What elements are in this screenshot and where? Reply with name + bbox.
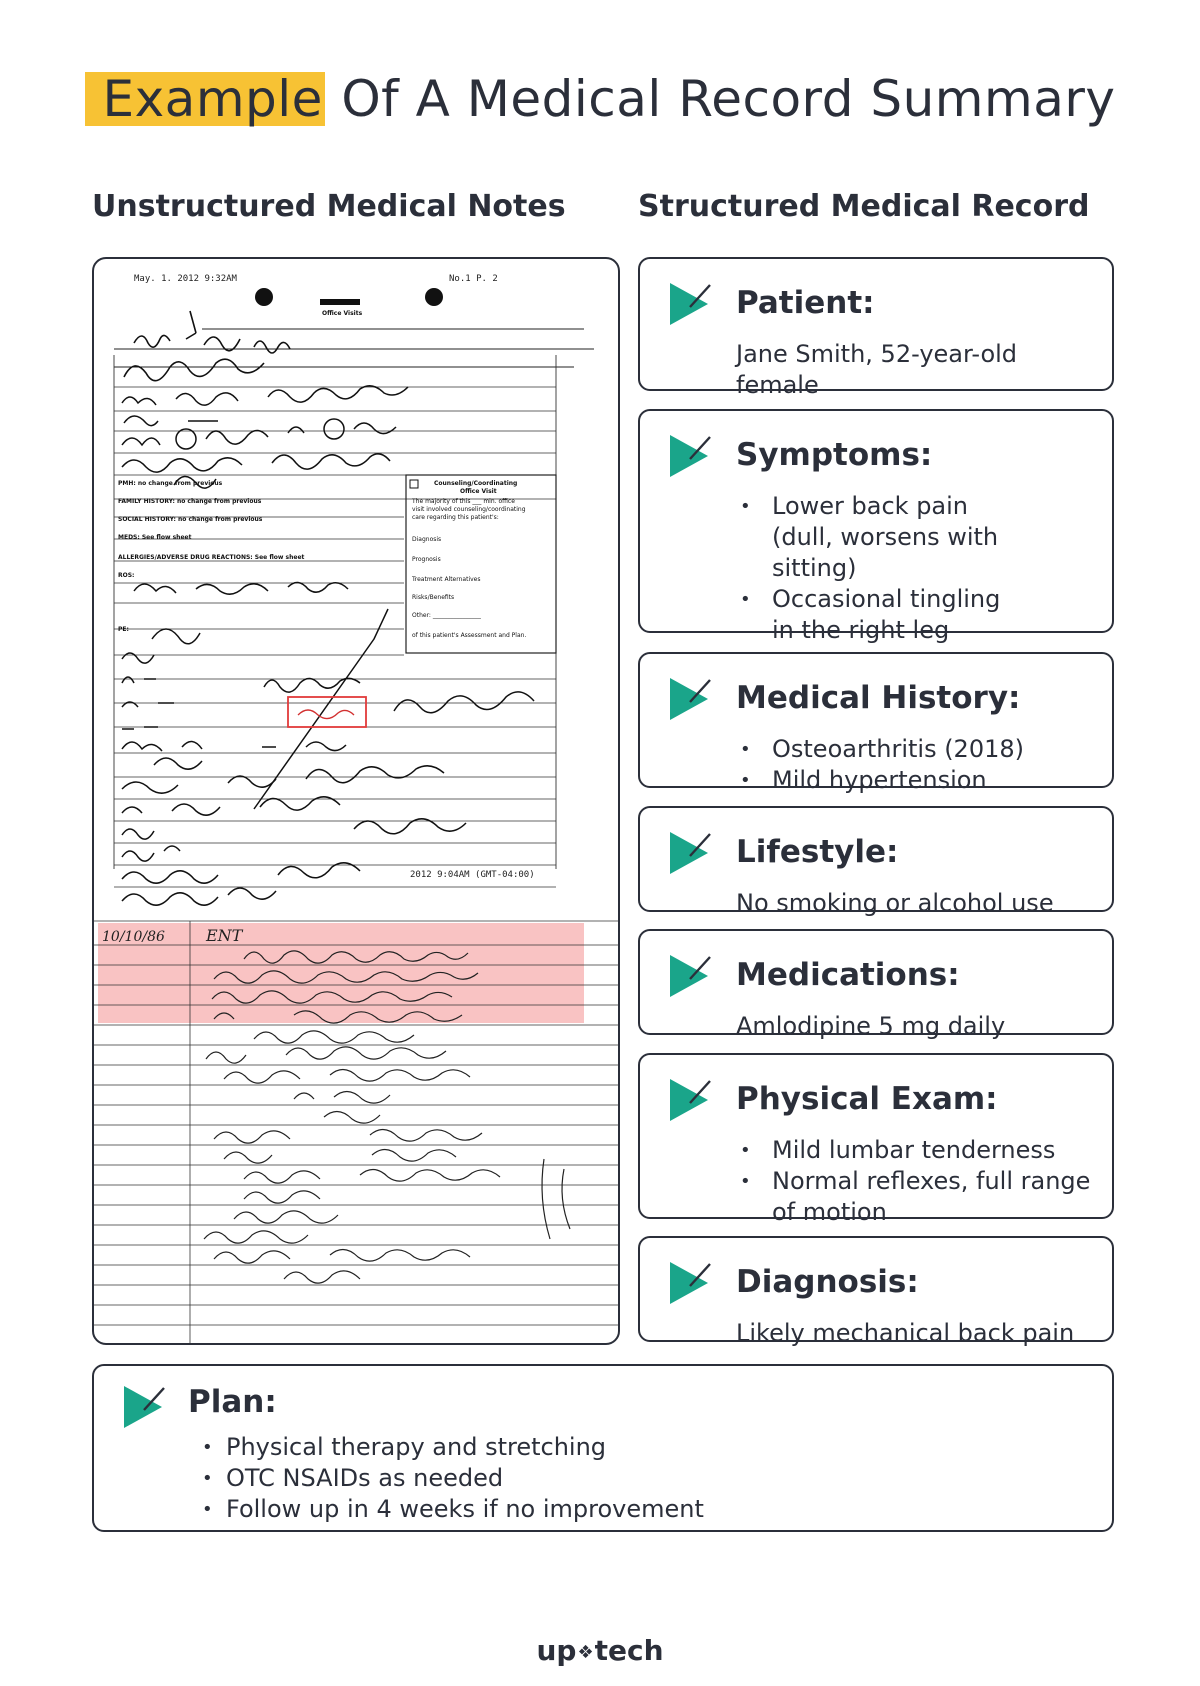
- check-mark-icon: [668, 676, 712, 722]
- scan-note-ent: ENT: [206, 926, 243, 945]
- check-mark-icon: [668, 1260, 712, 1306]
- handwritten-notes-scan: [94, 259, 620, 1345]
- check-mark-icon: [668, 830, 712, 876]
- svg-text:of this patient's Assessment a: of this patient's Assessment and Plan.: [412, 632, 527, 639]
- list-item: • Normal reflexes, full range of motion: [736, 1166, 1102, 1228]
- svg-text:MEDS: See flow sheet: MEDS: See flow sheet: [118, 534, 192, 541]
- check-mark-icon: [668, 281, 712, 327]
- svg-text:visit involved counseling/coor: visit involved counseling/coordinating: [412, 506, 526, 513]
- svg-text:FAMILY HISTORY: no change from: FAMILY HISTORY: no change from previous: [118, 498, 262, 505]
- svg-text:PE:: PE:: [118, 626, 129, 633]
- svg-text:PMH: no change from previous: PMH: no change from previous: [118, 480, 223, 487]
- scan-header-left: May. 1. 2012 9:32AM: [134, 274, 237, 284]
- svg-text:SOCIAL HISTORY: no change from: SOCIAL HISTORY: no change from previous: [118, 516, 263, 523]
- physical-exam-title: Physical Exam:: [736, 1081, 998, 1117]
- check-mark-icon: [122, 1384, 166, 1430]
- logo-mark-icon: ❖: [577, 1641, 594, 1663]
- list-item: • Lower back pain (dull, worsens with sitting): [736, 491, 1012, 584]
- list-item: • Occasional tingling in the right leg: [736, 584, 1012, 646]
- structured-heading: Structured Medical Record: [638, 189, 1090, 224]
- list-item: • Mild lumbar tenderness: [736, 1135, 1102, 1166]
- medical-history-title: Medical History:: [736, 680, 1021, 716]
- svg-text:ALLERGIES/ADVERSE DRUG REACTIO: ALLERGIES/ADVERSE DRUG REACTIONS: See flow sheet: [118, 554, 305, 561]
- svg-text:Other: ________________: Other: ________________: [412, 612, 481, 619]
- list-item: • Physical therapy and stretching: [202, 1432, 704, 1463]
- patient-text: Jane Smith, 52-year-old female: [736, 340, 1018, 399]
- symptoms-card: [638, 409, 1114, 644]
- check-mark-icon: [668, 953, 712, 999]
- logo-left: up: [536, 1634, 577, 1667]
- scanned-notes-image: [92, 257, 620, 1345]
- diagnosis-card: [638, 1236, 1114, 1347]
- list-item: • OTC NSAIDs as needed: [202, 1463, 704, 1494]
- scan-footer-time: 2012 9:04AM (GMT-04:00): [410, 870, 535, 880]
- physical-exam-card: [638, 1053, 1114, 1226]
- list-item: • Follow up in 4 weeks if no improvement: [202, 1494, 704, 1525]
- logo-right: tech: [594, 1634, 664, 1667]
- svg-text:care regarding this patient's:: care regarding this patient's:: [412, 514, 499, 521]
- lifestyle-text: No smoking or alcohol use: [736, 889, 1054, 917]
- check-mark-icon: [668, 433, 712, 479]
- medications-text: Amlodipine 5 mg daily: [736, 1012, 1006, 1040]
- list-item: • Mild hypertension: [736, 765, 1102, 796]
- diagnosis-title: Diagnosis:: [736, 1264, 919, 1300]
- medications-card: [638, 929, 1114, 1040]
- lifestyle-card: [638, 806, 1114, 917]
- uptech-logo: [0, 1634, 1200, 1667]
- list-item: • Osteoarthritis (2018): [736, 734, 1102, 765]
- scan-note-date: 10/10/86: [102, 929, 165, 945]
- title-rest: Of A Medical Record Summary: [324, 70, 1116, 128]
- physical-exam-list: [736, 1135, 1102, 1228]
- medications-title: Medications:: [736, 957, 960, 993]
- svg-text:Counseling/Coordinating: Counseling/Coordinating: [434, 480, 518, 487]
- patient-title: Patient:: [736, 285, 875, 321]
- svg-text:Risks/Benefits: Risks/Benefits: [412, 594, 455, 601]
- medical-history-card: [638, 652, 1114, 794]
- medical-history-list: [736, 734, 1102, 796]
- svg-text:Office Visit: Office Visit: [460, 488, 497, 495]
- symptoms-list: [736, 491, 1012, 646]
- plan-list: [202, 1432, 704, 1525]
- plan-title: Plan:: [188, 1384, 277, 1420]
- scan-office-visits: Office Visits: [322, 310, 363, 317]
- patient-card: [638, 257, 1114, 399]
- svg-text:The majority of this ___ min.: The majority of this ___ min. office: [412, 498, 515, 505]
- plan-card: [92, 1364, 1114, 1532]
- unstructured-heading: Unstructured Medical Notes: [92, 189, 566, 224]
- lifestyle-title: Lifestyle:: [736, 834, 899, 870]
- check-mark-icon: [668, 1077, 712, 1123]
- svg-text:Prognosis: Prognosis: [412, 556, 441, 563]
- scan-header-right: No.1 P. 2: [449, 274, 498, 284]
- symptoms-title: Symptoms:: [736, 437, 933, 473]
- svg-text:Diagnosis: Diagnosis: [412, 536, 442, 543]
- diagnosis-text: Likely mechanical back pain: [736, 1319, 1075, 1347]
- svg-text:ROS:: ROS:: [118, 572, 135, 579]
- page-title: [0, 70, 1200, 128]
- title-highlight: Example: [85, 70, 325, 128]
- svg-text:Treatment Alternatives: Treatment Alternatives: [412, 576, 481, 583]
